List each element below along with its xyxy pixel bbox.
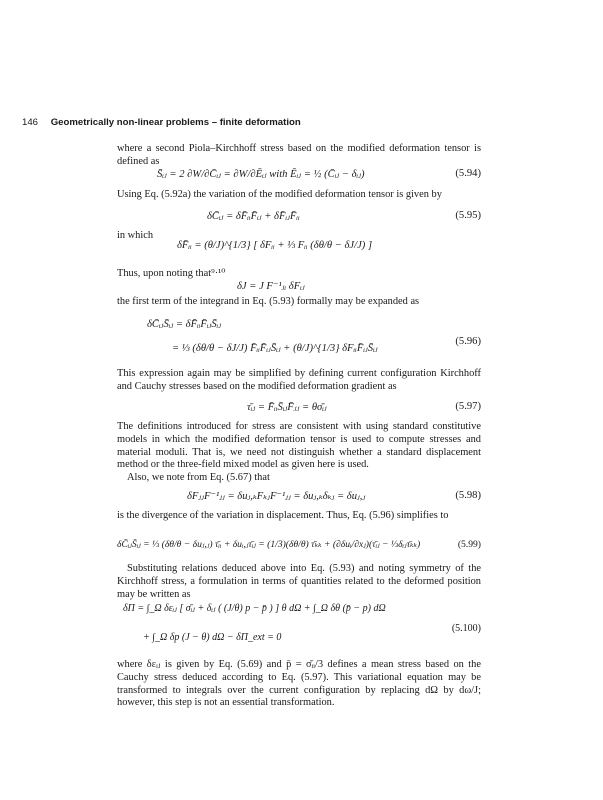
- equation-math: δFⱼⱼF⁻¹ⱼⱼ = δuⱼ,ₖFₖⱼF⁻¹ⱼⱼ = δuⱼ,ₖδₖⱼ = δuⱼ,ⱼ: [187, 491, 366, 502]
- paragraph-5: the first term of the integrand in Eq. (5.93) formally may be expanded as: [117, 296, 420, 307]
- equation-number: (5.100): [451, 623, 481, 634]
- paragraph-11: where δεᵢⱼ is given by Eq. (5.69) and p̄ = σ̄ᵢᵢ/3 defines a mean stress based on the Cauchy stress deduced according to Eq. (5.97). This variational equation may be transformed to integrals over the current configuration by replacing dΩ by dω/J; however, this step is not an essential transformation.: [117, 659, 481, 709]
- equation-math: τ̄ᵢⱼ = F̄ᵢᵢS̄ᵢⱼF̄ⱼⱼ = θσ̄ᵢⱼ: [247, 402, 327, 413]
- running-header: [22, 117, 582, 128]
- paragraph-9: is the divergence of the variation in displacement. Thus, Eq. (5.96) simplifies to: [117, 510, 449, 521]
- equation-5-100-line-2: [117, 632, 481, 646]
- equation-math: = ⅓ (δθ/θ − δJ/J) F̄ᵢᵢF̄ᵢⱼS̄ᵢⱼ + (θ/J)^{1/3} δFᵢᵢF̄ᵢⱼS̄ᵢⱼ: [172, 343, 378, 354]
- equation-5-97: [117, 401, 481, 415]
- equation-variation-j: [117, 280, 481, 294]
- paragraph-8: Also, we note from Eq. (5.67) that: [127, 472, 270, 483]
- equation-number: (5.96): [455, 336, 481, 347]
- equation-number: (5.94): [455, 168, 481, 179]
- running-title: Geometrically non-linear problems – finite deformation: [50, 117, 301, 128]
- paragraph-7: The definitions introduced for stress are consistent with using standard constitutive models in which the modified deformation tensor is used to compute stresses and material moduli. That is, we need not distinguish whether a standard displacement method or the three-field mixed model as given here is used.: [117, 421, 481, 471]
- equation-5-96-line-2: [117, 336, 481, 356]
- paragraph-2: Using Eq. (5.92a) the variation of the modified deformation tensor is given by: [117, 189, 442, 200]
- equation-number: (5.99): [457, 539, 481, 550]
- paragraph-1: where a second Piola–Kirchhoff stress based on the modified deformation tensor is defined as: [117, 143, 481, 167]
- equation-number: (5.97): [455, 401, 481, 412]
- equation-math: δJ = J F⁻¹ⱼᵢ δFᵢⱼ: [237, 281, 305, 292]
- paragraph-10: Substituting relations deduced above into Eq. (5.93) and noting symmetry of the Kirchhoff stress, a formulation in terms of quantities related to the deformed position may be written as: [117, 563, 481, 600]
- equation-math: δF̄ᵢᵢ = (θ/J)^{1/3} [ δFᵢᵢ + ⅓ Fᵢᵢ (δθ/θ − δJ/J) ]: [177, 240, 373, 251]
- paragraph-6: This expression again may be simplified by defining current configuration Kirchhoff and Cauchy stresses based on the modified deformation gradient as: [117, 368, 481, 392]
- equation-math: δC̄ᵢⱼS̄ᵢⱼ = ⅓ (δθ/θ − δuⱼ,ⱼ) τ̄ᵢᵢ + δuᵢ,ⱼτ̄ᵢⱼ = (1/3)(δθ/θ) τ̄ₖₖ + (∂δuᵢ/∂xⱼ)(τ̄ᵢⱼ − ⅓δᵢⱼτ̄ₖₖ): [117, 539, 421, 550]
- paragraph-4: Thus, upon noting that⁹·¹⁰: [117, 268, 226, 279]
- equation-math: + ∫_Ω δp (J − θ) dΩ − δΠ_ext = 0: [143, 632, 282, 643]
- equation-5-98: [117, 490, 481, 504]
- equation-variation-f: [117, 240, 481, 254]
- equation-math: δC̄ᵢⱼS̄ᵢⱼ = δF̄ᵢᵢF̄ᵢⱼS̄ᵢⱼ: [147, 319, 222, 330]
- equation-5-100-line-1: [117, 603, 481, 634]
- equation-number: (5.95): [455, 210, 481, 221]
- paragraph-3: in which: [117, 230, 154, 241]
- equation-5-95: [117, 210, 481, 224]
- page-number: 146: [22, 117, 39, 128]
- equation-math: S̄ᵢⱼ = 2 ∂W/∂C̄ᵢⱼ = ∂W/∂Ēᵢⱼ with Ēᵢⱼ = ½ (C̄ᵢⱼ − δᵢⱼ): [157, 169, 365, 180]
- equation-5-96-line-1: [117, 318, 481, 332]
- equation-number: (5.98): [455, 490, 481, 501]
- equation-math: δΠ = ∫_Ω δεᵢⱼ [ σ̄ᵢⱼ + δᵢⱼ ( (J/θ) p − p̄ ) ] θ dΩ + ∫_Ω δθ (p̄ − p) dΩ: [123, 603, 386, 614]
- equation-math: δC̄ᵢⱼ = δF̄ᵢᵢF̄ᵢⱼ + δF̄ᵢⱼF̄ᵢᵢ: [207, 211, 300, 222]
- equation-5-94: [117, 168, 481, 182]
- equation-5-99: [117, 539, 481, 553]
